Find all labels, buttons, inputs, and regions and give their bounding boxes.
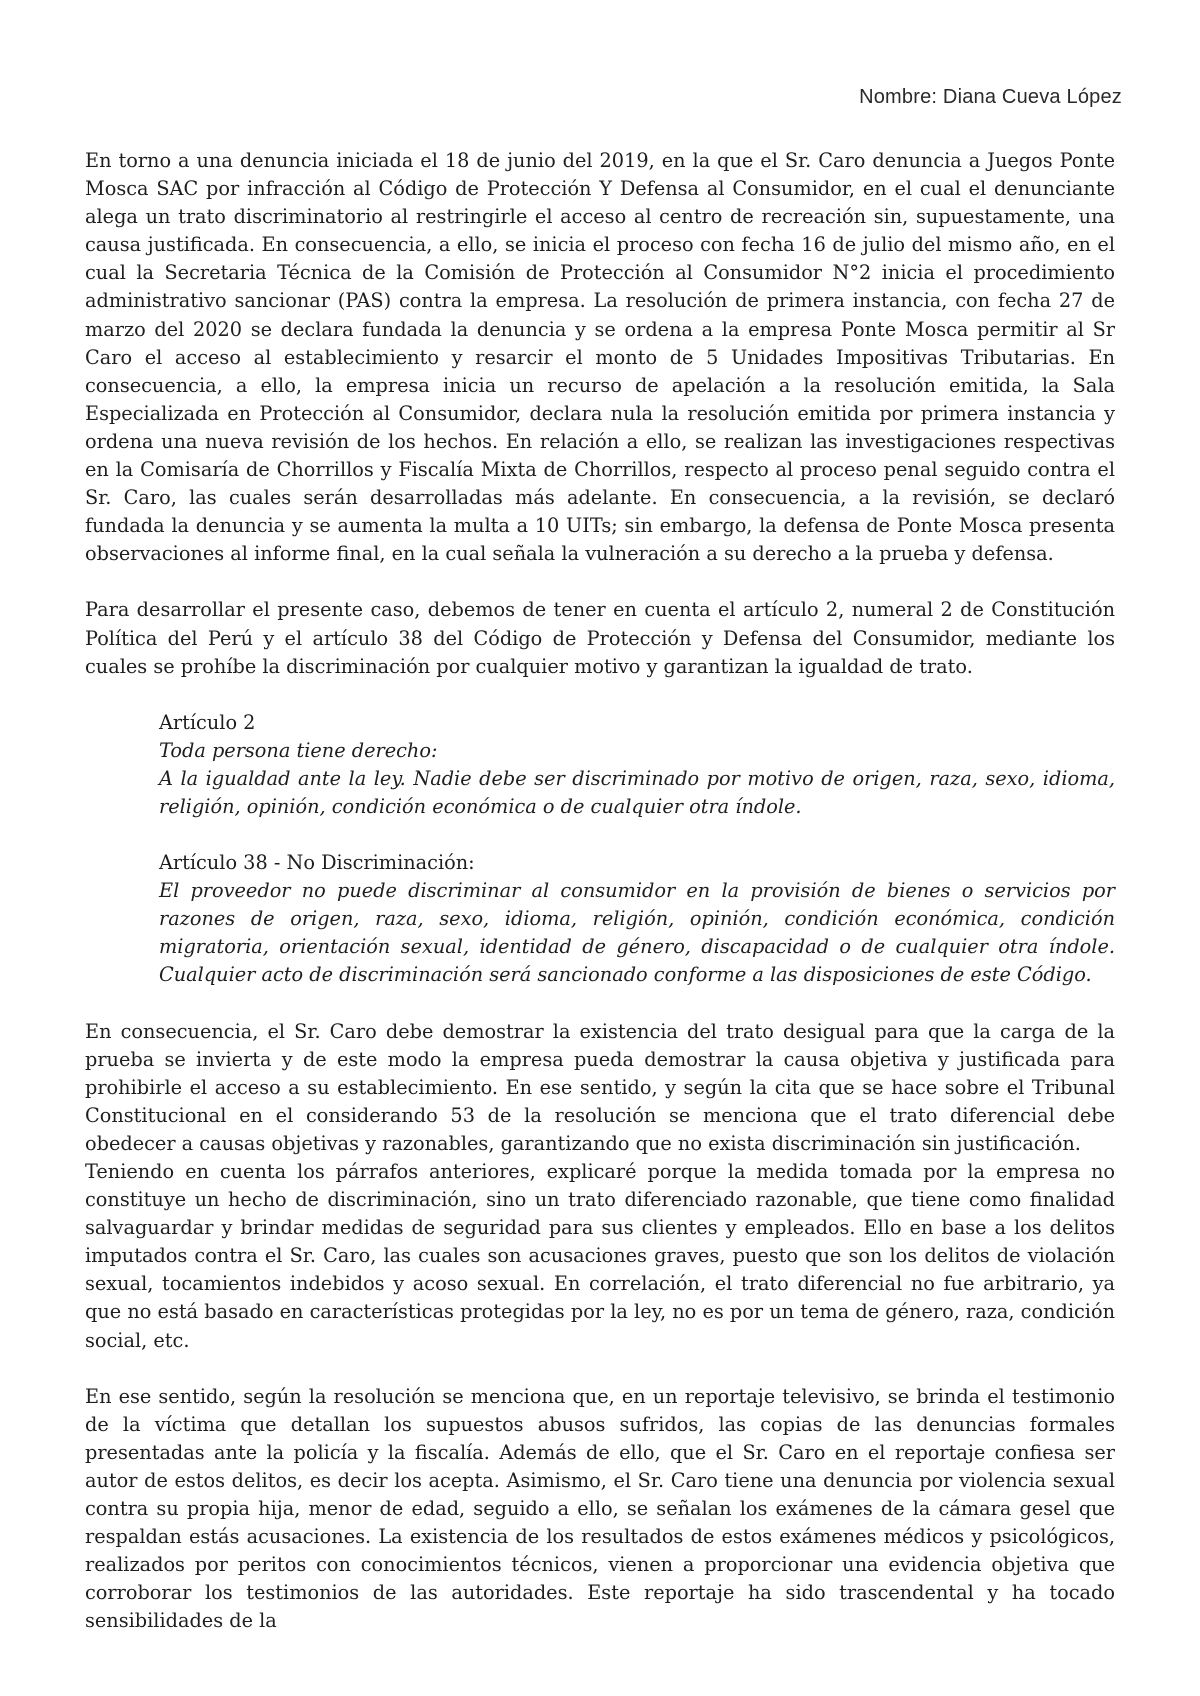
paragraph-burden-of-proof: En consecuencia, el Sr. Caro debe demostrar la existencia del trato desigual para que la carga de la prueba se invierta y de este modo la empresa pueda demostrar la causa objetiva y justificada para prohibirle el acceso a su establecimiento. En ese sentido, y según la cita que se hace sobre el Tribunal Constitucional en el considerando 53 de la resolución se menciona que el trato diferencial debe obedecer a causas objetivas y razonables, garantizando que no exista discriminación sin justificación. [85,1019,1115,1155]
quote-article-2-line-1: Toda persona tiene derecho: [159,738,438,762]
document-body [85,147,1115,1636]
quote-article-2-line-2: A la igualdad ante la ley. Nadie debe ser discriminado por motivo de origen, raza, sexo, idioma, religión, opinión, condición económica o de cualquier otra índole. [159,766,1115,818]
quote-article-38 [159,849,1115,989]
quote-article-2-title: Artículo 2 [159,710,256,734]
paragraph-evidence: En ese sentido, según la resolución se menciona que, en un reportaje televisivo, se brinda el testimonio de la víctima que detallan los supuestos abusos sufridos, las copias de las denuncias formales presentadas ante la policía y la fiscalía. Además de ello, que el Sr. Caro en el reportaje confiesa ser autor de estos delitos, es decir los acepta. Asimismo, el Sr. Caro tiene una denuncia por violencia sexual contra su propia hija, menor de edad, seguido a ello, se señalan los exámenes de la cámara gesel que respaldan estás acusaciones. La existencia de los resultados de estos exámenes médicos y psicológicos, realizados por peritos con conocimientos técnicos, vienen a proporcionar una evidencia objetiva que corroborar los testimonios de las autoridades. Este reportaje ha sido trascendental y ha tocado sensibilidades de la [85,1384,1115,1633]
author-name: Nombre: Diana Cueva López [859,86,1122,108]
paragraph-case-background: En torno a una denuncia iniciada el 18 de junio del 2019, en la que el Sr. Caro denuncia a Juegos Ponte Mosca SAC por infracción al Código de Protección Y Defensa al Consumidor, en el cual el denunciante alega un trato discriminatorio al restringirle el acceso al centro de recreación sin, supuestamente, una causa justificada. En consecuencia, a ello, se inicia el proceso con fecha 16 de julio del mismo año, en el cual la Secretaria Técnica de la Comisión de Protección al Consumidor N°2 inicia el procedimiento administrativo sancionar (PAS) contra la empresa. La resolución de primera instancia, con fecha 27 de marzo del 2020 se declara fundada la denuncia y se ordena a la empresa Ponte Mosca permitir al Sr Caro el acceso al establecimiento y resarcir el monto de 5 Unidades Impositivas Tributarias. En consecuencia, a ello, la empresa inicia un recurso de apelación a la resolución emitida, la Sala Especializada en Protección al Consumidor, declara nula la resolución emitida por primera instancia y ordena una nueva revisión de los hechos. En relación a ello, se realizan las investigaciones respectivas en la Comisaría de Chorrillos y Fiscalía Mixta de Chorrillos, respecto al proceso penal seguido contra el Sr. Caro, las cuales serán desarrolladas más adelante. En consecuencia, a la revisión, se declaró fundada la denuncia y se aumenta la multa a 10 UITs; sin embargo, la defensa de Ponte Mosca presenta observaciones al informe final, en la cual señala la vulneración a su derecho a la prueba y defensa. [85,149,1115,566]
paragraph-reasonable-treatment: Teniendo en cuenta los párrafos anteriores, explicaré porque la medida tomada por la empresa no constituye un hecho de discriminación, sino un trato diferenciado razonable, que tiene como finalidad salvaguardar y brindar medidas de seguridad para sus clientes y empleados. Ello en base a los delitos imputados contra el Sr. Caro, las cuales son acusaciones graves, puesto que son los delitos de violación sexual, tocamientos indebidos y acoso sexual. En correlación, el trato diferencial no fue arbitrario, ya que no está basado en características protegidas por la ley, no es por un tema de género, raza, condición social, etc. [85,1160,1115,1352]
quote-article-38-title: Artículo 38 - No Discriminación: [159,851,475,875]
quote-article-38-body: El proveedor no puede discriminar al consumidor en la provisión de bienes o servicios por razones de origen, raza, sexo, idioma, religión, opinión, condición económica, condición migratoria, orientación sexual, identidad de género, discapacidad o de cualquier otra índole. Cualquier acto de discriminación será sancionado conforme a las disposiciones de este Código. [159,879,1115,987]
quote-article-2 [159,709,1115,821]
paragraph-legal-framework: Para desarrollar el presente caso, debemos de tener en cuenta el artículo 2, numeral 2 de Constitución Política del Perú y el artículo 38 del Código de Protección y Defensa del Consumidor, mediante los cuales se prohíbe la discriminación por cualquier motivo y garantizan la igualdad de trato. [85,598,1115,678]
